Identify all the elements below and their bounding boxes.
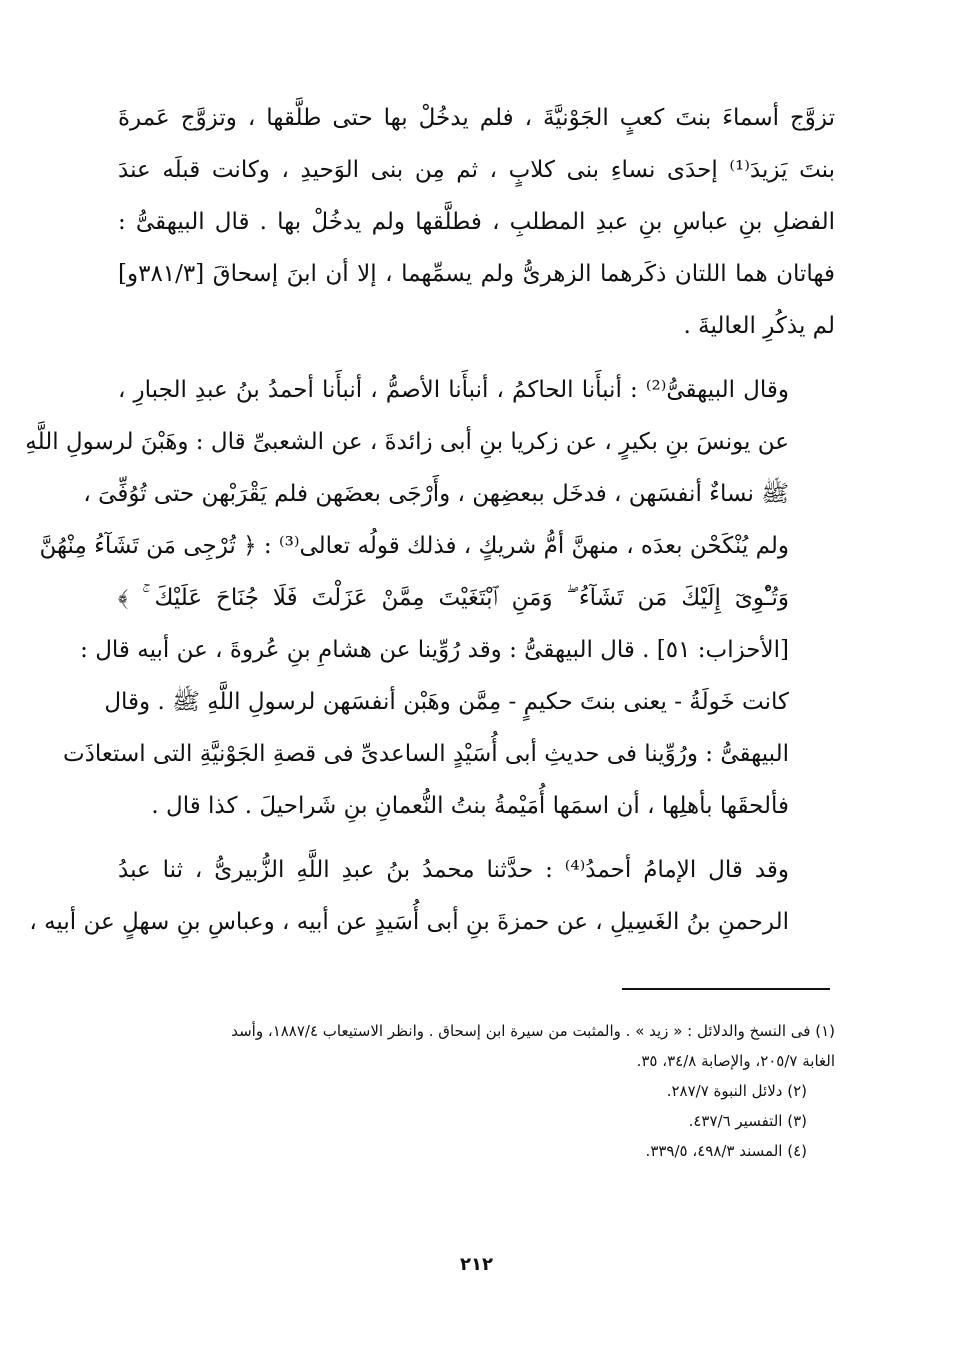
- paragraph-1: [118, 92, 835, 352]
- text-line: كانت خَولَةُ - يعنى بنتَ حكيمٍ - مِمَّن وهَبْن أنفسَهن لرسولِ اللَّهِ ﷺ . وقال: [104, 689, 789, 715]
- text-line: ولم يُنْكَحْن بعدَه ، منهنَّ أمُّ شريكٍ ، فذلك قولُه تعالى⁽³⁾ : ﴿ تُرْجِى مَن تَشَآءُ مِنْهُنَّ: [39, 533, 789, 559]
- footnote-1-continuation: الغابة ٢٠٥/٧، والإصابة ٣٤/٨، ٣٥.: [636, 1052, 835, 1070]
- text-line: لم يذكُرِ العاليةَ .: [683, 313, 835, 339]
- text-line: فهاتان هما اللتان ذكَرهما الزهرىُّ ولم يسمِّهما ، إلا أن ابنَ إسحاقَ [٣٨١/٣و]: [118, 261, 835, 287]
- footnote-3: (٣) التفسير ٤٣٧/٦.: [688, 1112, 807, 1130]
- text-line: بنتَ يَزيدَ⁽¹⁾ إحدَى نساءِ بنى كلابٍ ، ثم مِن بنى الوَحيدِ ، وكانت قبلَه عندَ: [118, 157, 836, 183]
- footnote-1: (١) فى النسخ والدلائل : « زيد » . والمثبت من سيرة ابن إسحاق . وانظر الاستيعاب ١٨٨٧/٤، وأسد: [231, 1022, 835, 1040]
- footnotes: [118, 1016, 835, 1166]
- text-line: الرحمنِ بنُ الغَسِيلِ ، عن حمزةَ بنِ أبى أُسَيدٍ عن أبيه ، وعباسِ بنِ سهلٍ عن أبيه ،: [29, 909, 789, 935]
- main-text: [25, 92, 836, 960]
- paragraph-2: [25, 364, 835, 832]
- text-line: [الأحزاب: ٥١] . قال البيهقىُّ : وقد رُوِّينا عن هشامِ بنِ عُروةَ ، عن أبيه قال :: [80, 637, 789, 663]
- quran-verse-line: وَتُـْٔوِىٓ إِلَيْكَ مَن تَشَآءُ ۖ وَمَنِ ٱبْتَغَيْتَ مِمَّنْ عَزَلْتَ فَلَا جُنَاحَ عَلَيْكَ ۚ ﴾: [118, 585, 789, 611]
- text-line: عن يونسَ بنِ بكيرٍ ، عن زكريا بنِ أبى زائدةَ ، عن الشعبىِّ قال : وهَبْنَ لرسولِ اللَّهِ: [25, 429, 789, 455]
- text-line: الفضلِ بنِ عباسِ بنِ عبدِ المطلبِ ، فطلَّقها ولم يدخُلْ بها . قال البيهقىُّ :: [118, 209, 835, 235]
- text-line: تزوَّج أسماءَ بنتَ كعبٍ الجَوْنيَّةَ ، فلم يدخُلْ بها حتى طلَّقها ، وتزوَّج عَمرةَ: [118, 105, 836, 131]
- footnote-2: (٢) دلائل النبوة ٢٨٧/٧.: [666, 1082, 807, 1100]
- text-line: ﷺ نساءٌ أنفسَهن ، فدخَل ببعضِهن ، وأَرْجَى بعضَهن فلم يَقْرَبْهن حتى تُوُفِّىَ ،: [83, 481, 789, 507]
- text-line: فألحقَها بأهلِها ، أن اسمَها أُمَيْمةُ بنتُ النُّعمانِ بنِ شَراحيلَ . كذا قال .: [151, 793, 789, 819]
- text-line: وقال البيهقىُّ⁽²⁾ : أنبأَنا الحاكمُ ، أنبأَنا الأصمُّ ، أنبأَنا أحمدُ بنُ عبدِ الجبارِ ،: [118, 377, 789, 403]
- text-line: وقد قال الإمامُ أحمدُ⁽⁴⁾ : حدَّثنا محمدُ بنُ عبدِ اللَّهِ الزُّبيرىُّ ، ثنا عبدُ: [118, 857, 789, 883]
- footnote-divider: [622, 988, 830, 990]
- paragraph-3: [29, 844, 835, 948]
- page-number: ٢١٢: [460, 1254, 493, 1275]
- footnote-4: (٤) المسند ٤٩٨/٣، ٣٣٩/٥.: [645, 1142, 807, 1160]
- text-line: البيهقىُّ : ورُوِّينا فى حديثِ أبى أُسَيْدٍ الساعدىِّ فى قصةِ الجَوْنيَّةِ التى استعاذَت: [63, 741, 789, 767]
